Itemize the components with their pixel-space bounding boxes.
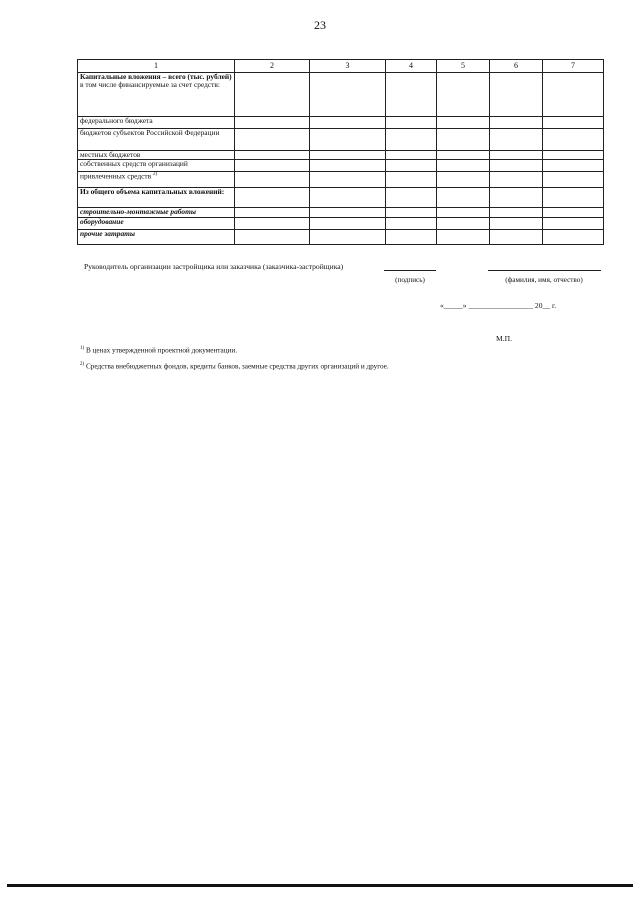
- col-header: 5: [437, 60, 490, 73]
- empty-cell: [543, 229, 604, 244]
- empty-cell: [437, 172, 490, 188]
- empty-cell: [386, 129, 437, 151]
- empty-cell: [490, 188, 543, 208]
- empty-cell: [543, 188, 604, 208]
- row-label: строительно-монтажные работы: [80, 207, 196, 217]
- empty-cell: [235, 208, 310, 217]
- empty-cell: [235, 188, 310, 208]
- row-sublabel: в том числе финансируемые за счет средств:: [80, 80, 220, 90]
- empty-cell: [310, 172, 386, 188]
- empty-cell: [490, 73, 543, 117]
- footnote-text: В ценах утвержденной проектной документации.: [85, 346, 238, 355]
- table-row: [78, 73, 604, 117]
- empty-cell: [386, 73, 437, 117]
- empty-cell: [543, 151, 604, 160]
- table-row: [78, 172, 604, 188]
- table-row: [78, 217, 604, 229]
- empty-cell: [235, 129, 310, 151]
- col-header: 2: [235, 60, 310, 73]
- table-row: [78, 129, 604, 151]
- empty-cell: [490, 151, 543, 160]
- col-header: 1: [78, 60, 235, 73]
- capital-investment-table: [77, 59, 604, 245]
- empty-cell: [310, 217, 386, 229]
- row-label: привлеченных средств: [80, 171, 152, 181]
- empty-cell: [235, 217, 310, 229]
- empty-cell: [386, 160, 437, 172]
- empty-cell: [386, 229, 437, 244]
- empty-cell: [310, 117, 386, 129]
- empty-cell: [235, 172, 310, 188]
- row-label: Капитальные вложения – всего (тыс. рублей): [80, 72, 232, 81]
- empty-cell: [490, 129, 543, 151]
- empty-cell: [490, 172, 543, 188]
- name-line: [488, 270, 601, 271]
- row-label: Из общего объема капитальных вложений:: [80, 187, 225, 197]
- table-row: [78, 208, 604, 217]
- empty-cell: [437, 73, 490, 117]
- row-label: прочие затраты: [80, 228, 136, 238]
- footnote: [80, 362, 389, 370]
- empty-cell: [386, 172, 437, 188]
- empty-cell: [543, 117, 604, 129]
- stamp-place: М.П.: [496, 334, 513, 343]
- bottom-rule: [7, 884, 633, 887]
- name-caption: (фамилия, имя, отчество): [505, 276, 583, 284]
- empty-cell: [310, 229, 386, 244]
- empty-cell: [543, 73, 604, 117]
- empty-cell: [310, 188, 386, 208]
- empty-cell: [490, 160, 543, 172]
- row-label: федерального бюджета: [80, 116, 153, 125]
- empty-cell: [386, 151, 437, 160]
- empty-cell: [437, 117, 490, 129]
- col-header: 7: [543, 60, 604, 73]
- page-number: 23: [314, 18, 326, 32]
- row-label: бюджетов субъектов Российской Федерации: [80, 128, 220, 137]
- row-label-cell: [78, 129, 235, 151]
- empty-cell: [310, 129, 386, 151]
- row-label-cell: [78, 229, 235, 244]
- signature-caption: (подпись): [395, 276, 425, 284]
- footnote-ref: 2): [152, 172, 158, 178]
- empty-cell: [543, 129, 604, 151]
- footnote-mark: 1): [80, 346, 85, 351]
- empty-cell: [490, 117, 543, 129]
- empty-cell: [437, 151, 490, 160]
- empty-cell: [310, 160, 386, 172]
- empty-cell: [386, 117, 437, 129]
- empty-cell: [386, 208, 437, 217]
- row-label: собственных средств организаций: [80, 159, 188, 169]
- footnote: [80, 346, 237, 354]
- row-label-cell: [78, 188, 235, 208]
- empty-cell: [543, 160, 604, 172]
- empty-cell: [437, 188, 490, 208]
- table-header-row: [78, 60, 604, 73]
- row-label-cell: [78, 73, 235, 117]
- signature-line: [384, 270, 436, 271]
- empty-cell: [490, 208, 543, 217]
- footnote-text: Средства внебюджетных фондов, кредиты банков, заемные средства других организаций и другое.: [85, 362, 389, 371]
- empty-cell: [437, 129, 490, 151]
- empty-cell: [386, 217, 437, 229]
- empty-cell: [543, 208, 604, 217]
- col-header: 4: [386, 60, 437, 73]
- table-row: [78, 188, 604, 208]
- empty-cell: [490, 229, 543, 244]
- row-label: оборудование: [80, 216, 124, 226]
- row-label-cell: [78, 217, 235, 229]
- empty-cell: [437, 160, 490, 172]
- table-row: [78, 117, 604, 129]
- empty-cell: [437, 217, 490, 229]
- empty-cell: [235, 229, 310, 244]
- empty-cell: [543, 217, 604, 229]
- empty-cell: [235, 151, 310, 160]
- table-row: [78, 229, 604, 244]
- footnote-mark: 2): [80, 362, 85, 367]
- empty-cell: [490, 217, 543, 229]
- row-label-cell: [78, 160, 235, 172]
- empty-cell: [235, 73, 310, 117]
- empty-cell: [543, 172, 604, 188]
- col-header: 3: [310, 60, 386, 73]
- empty-cell: [437, 208, 490, 217]
- signature-title: Руководитель организации застройщика или заказчика (заказчика-застройщика): [84, 262, 344, 271]
- empty-cell: [437, 229, 490, 244]
- empty-cell: [310, 151, 386, 160]
- empty-cell: [235, 117, 310, 129]
- empty-cell: [235, 160, 310, 172]
- empty-cell: [386, 188, 437, 208]
- empty-cell: [310, 73, 386, 117]
- row-label-cell: [78, 117, 235, 129]
- table-row: [78, 160, 604, 172]
- col-header: 6: [490, 60, 543, 73]
- row-label-cell: [78, 172, 235, 188]
- empty-cell: [310, 208, 386, 217]
- date-line: «_____» _________________ 20__ г.: [440, 301, 557, 310]
- row-label: местных бюджетов: [80, 150, 141, 159]
